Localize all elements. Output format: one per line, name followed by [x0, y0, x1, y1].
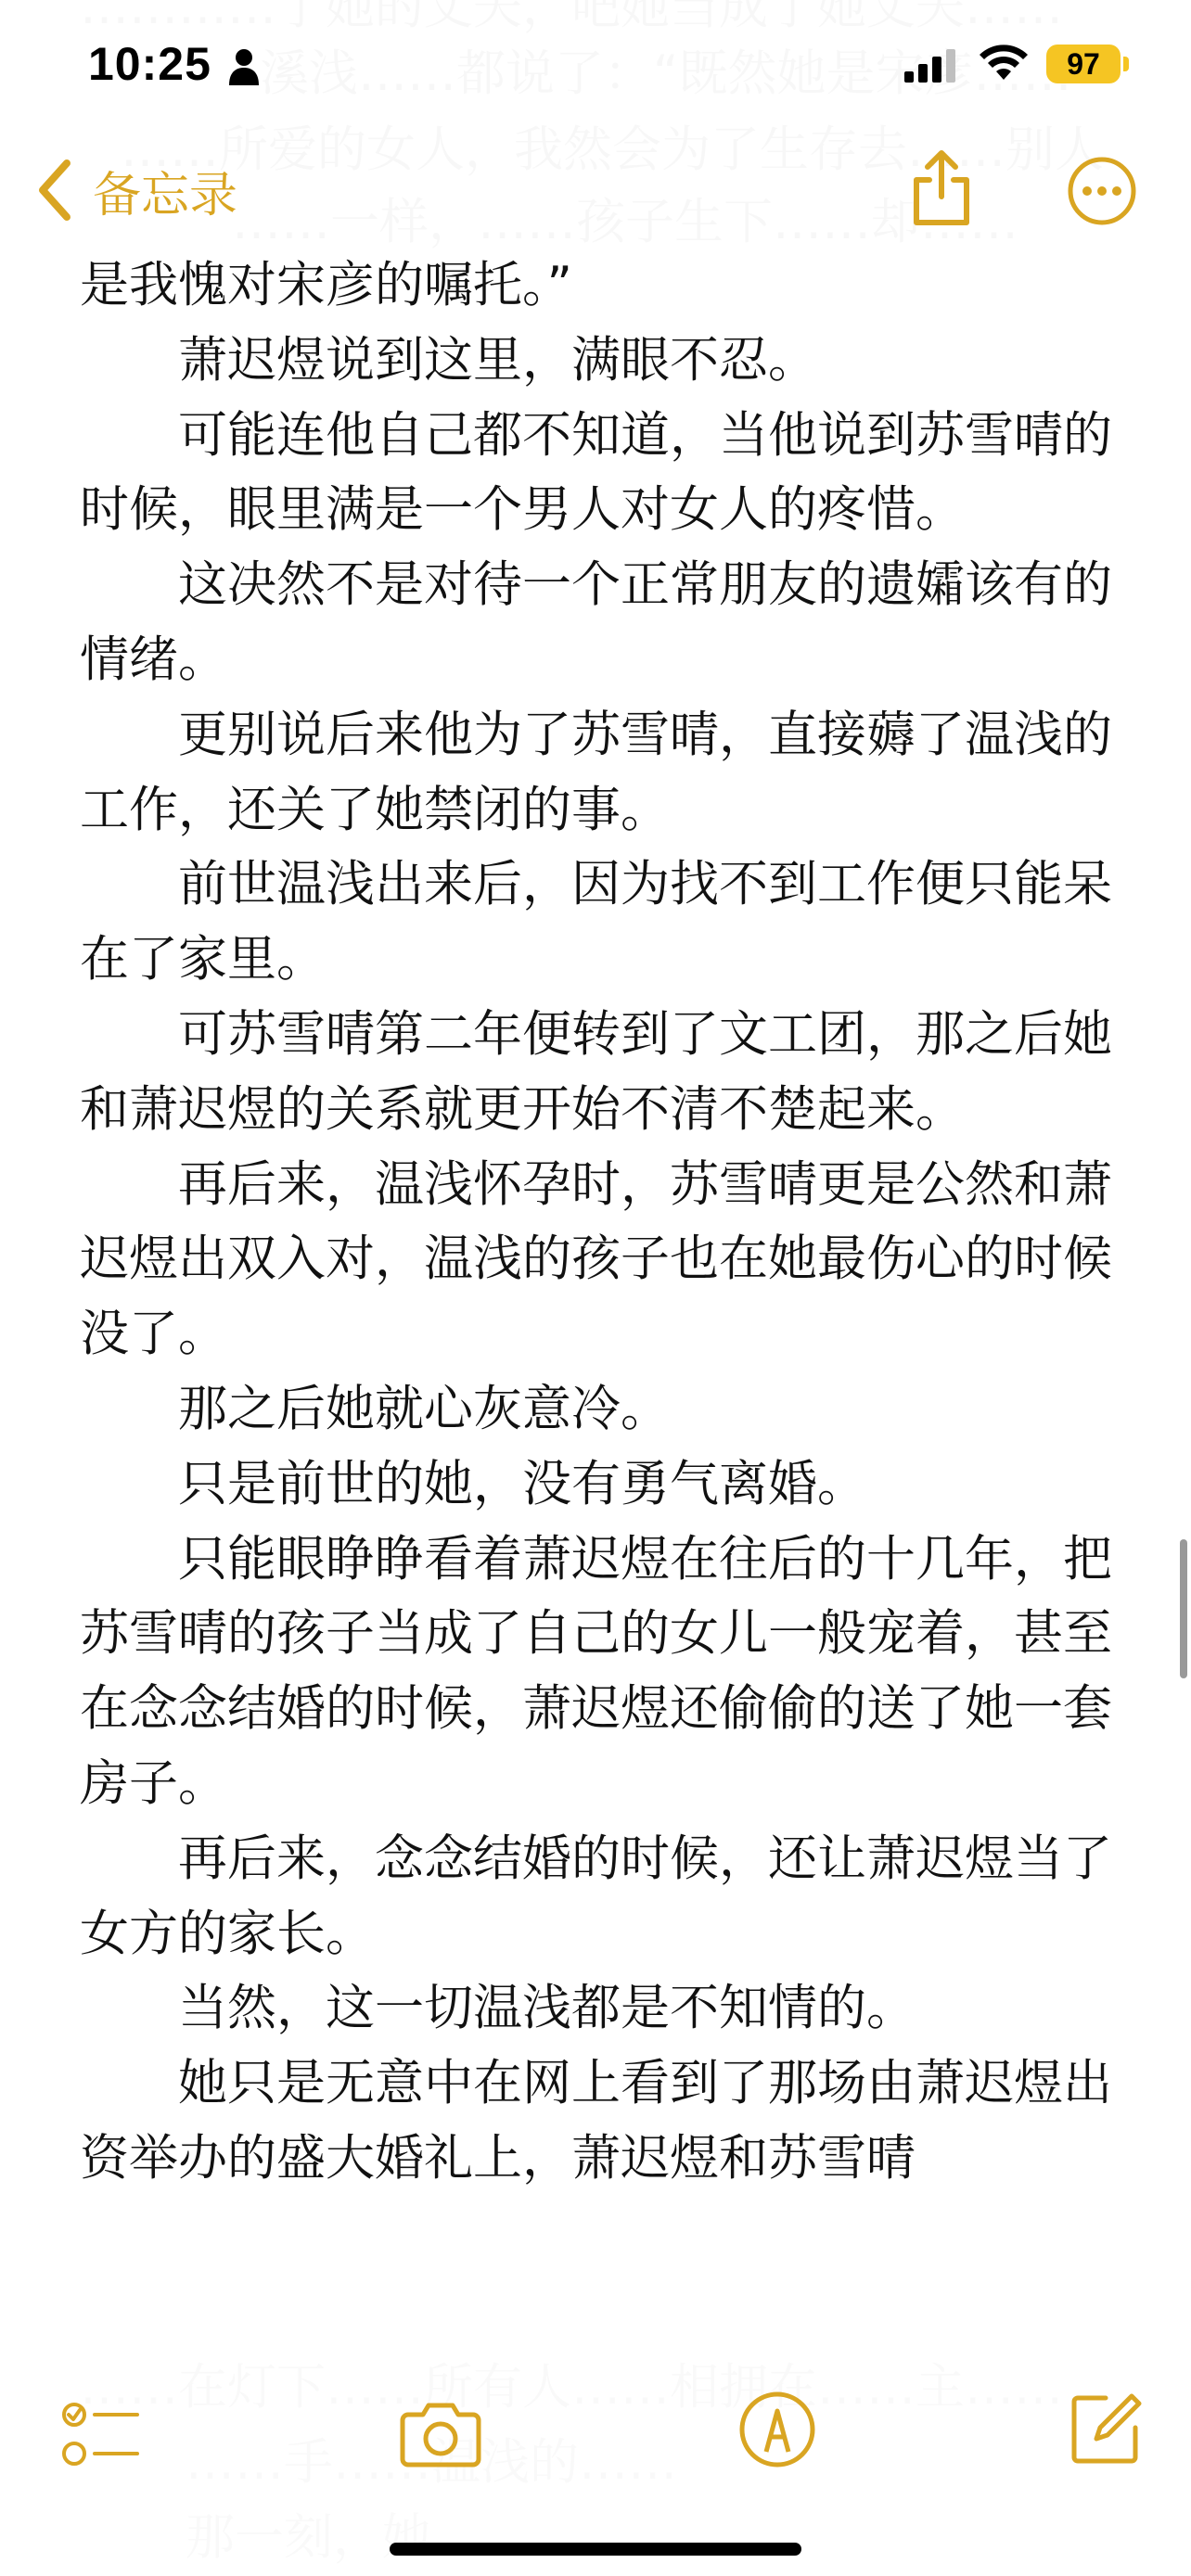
- more-options-icon[interactable]: [1067, 156, 1137, 226]
- markup-pen-icon[interactable]: [738, 2391, 816, 2468]
- share-icon[interactable]: [909, 148, 974, 228]
- scroll-indicator[interactable]: [1180, 1539, 1187, 1678]
- note-paragraph: 当然，这一切温浅都是不知情的。: [178, 1980, 916, 2037]
- note-paragraph: 她只是无意中在网上看到了那场由萧迟煜出资举办的盛大婚礼上，萧迟煜和苏雪晴: [80, 2055, 1112, 2187]
- chevron-left-icon: [35, 158, 74, 223]
- note-paragraph: 可能连他自己都不知道，当他说到苏雪晴的时候，眼里满是一个男人对女人的疼惜。: [80, 406, 1112, 539]
- note-paragraph: 萧迟煜说到这里，满眼不忍。: [178, 331, 817, 389]
- cellular-signal-icon: [904, 49, 956, 83]
- note-paragraph: 只能眼睁睁看着萧迟煜在往后的十几年，把苏雪晴的孩子当成了自己的女儿一般宠着，甚至在念念结婚的时候，萧迟煜还偷偷的送了她一套房子。: [80, 1530, 1112, 1812]
- note-paragraph: 那之后她就心灰意冷。: [178, 1380, 670, 1437]
- home-indicator[interactable]: [390, 2543, 801, 2556]
- note-paragraph: 再后来，温浅怀孕时，苏雪晴更是公然和萧迟煜出双入对，温浅的孩子也在她最伤心的时候没了。: [80, 1155, 1112, 1363]
- note-paragraph: 这决然不是对待一个正常朋友的遗孀该有的情绪。: [80, 556, 1112, 688]
- back-button[interactable]: [35, 158, 237, 223]
- back-button-label: 备忘录: [93, 167, 238, 223]
- toolbar-backdrop: [0, 2341, 1191, 2576]
- battery-cap: [1123, 57, 1129, 71]
- note-paragraph: 是我愧对宋彦的嘱托。”: [80, 257, 572, 313]
- note-paragraph: 可苏雪晴第二年便转到了文工团，那之后她和萧迟煜的关系就更开始不清不楚起来。: [80, 1005, 1112, 1138]
- note-body[interactable]: [80, 249, 1128, 2197]
- checklist-icon[interactable]: [61, 2400, 141, 2470]
- status-time: 10:25: [88, 38, 211, 90]
- note-paragraph: 前世温浅出来后，因为找不到工作便只能呆在了家里。: [80, 856, 1112, 988]
- note-paragraph: 更别说后来他为了苏雪晴，直接薅了温浅的工作，还关了她禁闭的事。: [80, 706, 1112, 838]
- battery-indicator: 97: [1046, 45, 1121, 83]
- camera-icon[interactable]: [399, 2396, 482, 2468]
- status-bar: [0, 0, 1191, 139]
- note-paragraph: 再后来，念念结婚的时候，还让萧迟煜当了女方的家长。: [80, 1830, 1112, 1962]
- note-paragraph: 只是前世的她，没有勇气离婚。: [178, 1455, 866, 1512]
- wifi-icon: [979, 45, 1029, 82]
- person-icon: [228, 48, 260, 85]
- compose-icon[interactable]: [1069, 2391, 1143, 2465]
